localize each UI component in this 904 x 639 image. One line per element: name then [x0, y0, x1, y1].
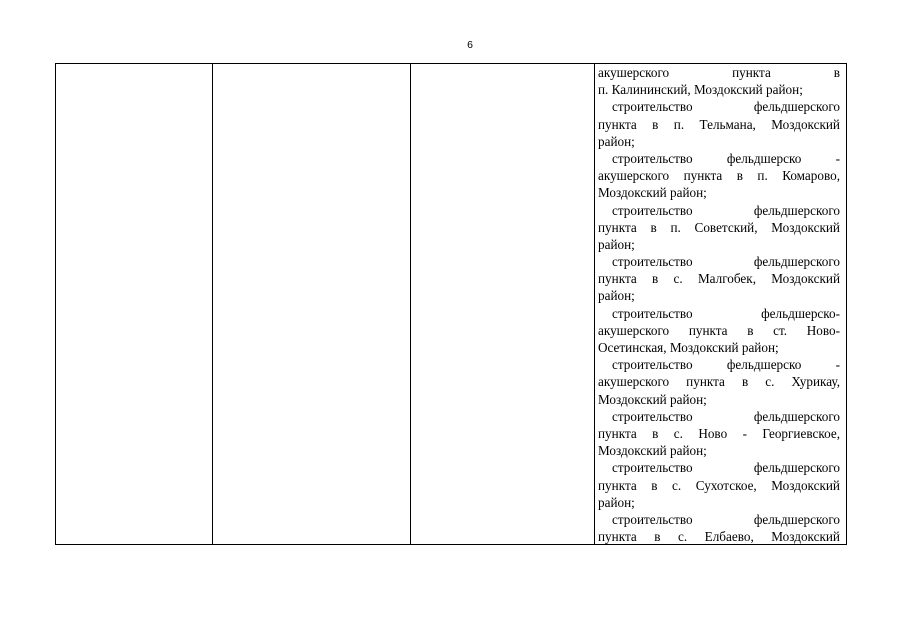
text-line: п. Калининский, Моздокский район; — [598, 82, 803, 98]
text-line: пункта в с. Сухотское, Моздокский — [598, 477, 840, 493]
document-table — [55, 63, 847, 545]
table-cell-column-2 — [213, 64, 411, 544]
paragraph — [598, 253, 840, 305]
text-line: пункта в с. Елбаево, Моздокский — [598, 529, 840, 544]
text-line: строительство фельдшерско - — [612, 150, 840, 166]
table-cell-column-3 — [411, 64, 595, 544]
paragraph — [598, 459, 840, 511]
text-line: район; — [598, 494, 635, 510]
text-line: акушерского пункта в — [598, 65, 840, 80]
text-line: район; — [598, 288, 635, 304]
page-number: 6 — [467, 39, 473, 51]
text-line: строительство фельдшерского — [612, 254, 840, 270]
text-line: строительство фельдшерского — [612, 99, 840, 115]
table-cell-column-4 — [595, 64, 846, 544]
text-line: строительство фельдшерского — [612, 408, 840, 424]
table-cell-column-1 — [56, 64, 213, 544]
text-line: акушерского пункта в ст. Ново- — [598, 322, 840, 338]
paragraph — [598, 356, 840, 408]
text-line: Осетинская, Моздокский район; — [598, 340, 779, 355]
text-line: акушерского пункта в п. Комарово, — [598, 168, 840, 184]
paragraph — [598, 98, 840, 150]
text-line: пункта в с. Ново - Георгиевское, — [598, 425, 840, 441]
text-line: Моздокский район; — [598, 185, 707, 201]
text-line: строительство фельдшерского — [612, 460, 840, 476]
text-line: строительство фельдшерского — [612, 202, 840, 218]
text-line: акушерского пункта в с. Хурикау, — [598, 374, 840, 390]
text-line: пункта в с. Малгобек, Моздокский — [598, 271, 840, 287]
paragraph — [598, 64, 840, 98]
text-line: строительство фельдшерско- — [612, 305, 840, 321]
paragraph — [598, 202, 840, 254]
text-line: строительство фельдшерского — [612, 511, 840, 527]
paragraph — [598, 305, 840, 357]
text-line: пункта в п. Советский, Моздокский — [598, 219, 840, 235]
paragraph — [598, 150, 840, 202]
paragraph — [598, 511, 840, 544]
text-line: строительство фельдшерско - — [612, 357, 840, 373]
paragraph — [598, 408, 840, 460]
text-line: пункта в п. Тельмана, Моздокский — [598, 116, 840, 132]
text-line: район; — [598, 236, 635, 252]
text-line: Моздокский район; — [598, 391, 707, 407]
text-line: район; — [598, 133, 635, 149]
text-line: Моздокский район; — [598, 443, 707, 459]
